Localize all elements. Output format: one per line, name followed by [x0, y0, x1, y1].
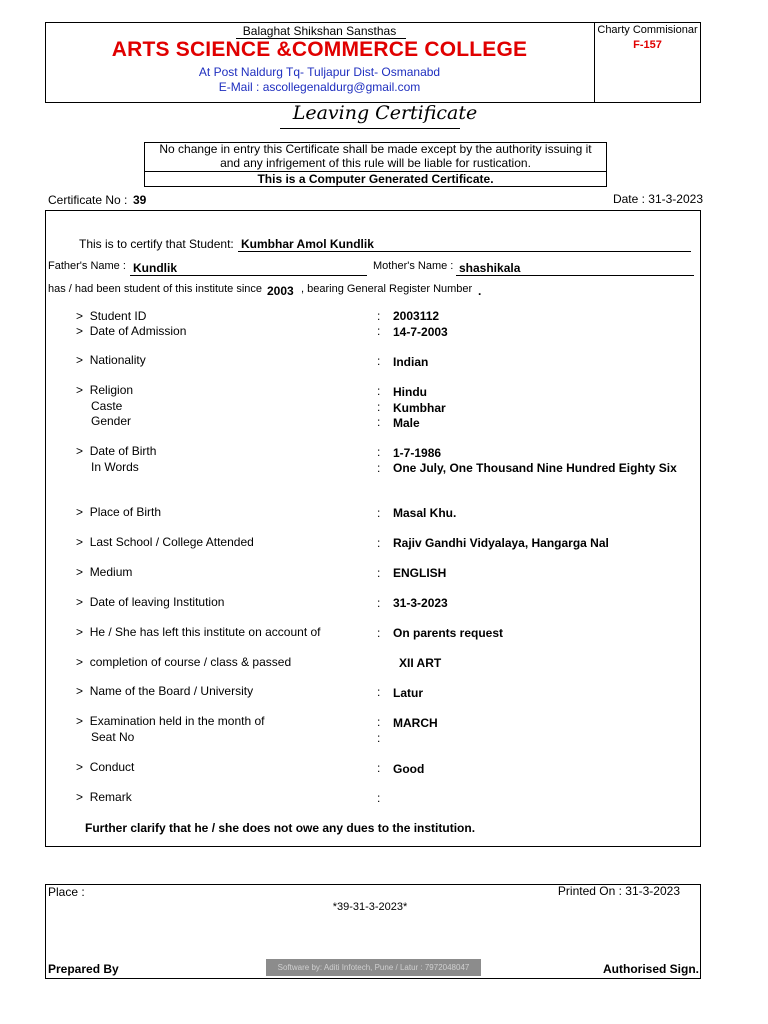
prepared-by: Prepared By — [48, 962, 119, 976]
dues-statement: Further clarify that he / she does not owe any dues to the institution. — [85, 821, 476, 835]
mother-name: shashikala — [459, 261, 521, 275]
bullet-marker: > — [76, 790, 84, 804]
row-value: Masal Khu. — [393, 506, 457, 520]
row-label: Name of the Board / University — [89, 684, 254, 698]
row-value: 1-7-1986 — [393, 446, 442, 460]
bullet-marker: > — [76, 535, 84, 549]
bullet-marker: > — [76, 760, 84, 774]
college-name: ARTS SCIENCE &COMMERCE COLLEGE — [111, 38, 528, 61]
certificate-title: Leaving Certificate — [292, 102, 478, 124]
row-colon: : — [377, 685, 381, 699]
row-value: 14-7-2003 — [393, 325, 448, 339]
row-value: On parents request — [393, 626, 504, 640]
footer-place: Place : — [48, 885, 85, 899]
father-name: Kundlik — [133, 261, 177, 275]
row-value: Hindu — [393, 385, 427, 399]
charity-number: F-157 — [633, 39, 662, 51]
row-colon: : — [377, 596, 381, 610]
college-address: At Post Naldurg Tq- Tuljapur Dist- Osmanabd — [198, 65, 441, 79]
since-prefix: has / had been student of this institute since — [48, 283, 263, 295]
father-label: Father's Name : — [48, 260, 126, 272]
row-value: XII ART — [399, 656, 442, 670]
row-label: Conduct — [89, 760, 135, 774]
notice-line-2: and any infrigement of this rule will be liable for rustication. — [220, 156, 531, 170]
since-suffix: , bearing General Register Number — [301, 283, 473, 295]
row-colon: : — [377, 791, 381, 805]
row-value: Good — [393, 762, 425, 776]
row-value: 31-3-2023 — [393, 596, 448, 610]
footer-code: *39-31-3-2023* — [332, 901, 408, 913]
row-label: He / She has left this institute on account of — [89, 625, 321, 639]
bullet-marker: > — [76, 324, 84, 338]
row-colon: : — [377, 506, 381, 520]
bullet-marker: > — [76, 714, 84, 728]
main-body-box — [45, 210, 701, 847]
row-value: Latur — [393, 686, 423, 700]
footer-printed-on: Printed On : 31-3-2023 — [557, 884, 680, 898]
bullet-marker: > — [76, 505, 84, 519]
computer-generated-note: This is a Computer Generated Certificate. — [257, 172, 494, 186]
authorised-sign: Authorised Sign. — [603, 962, 699, 976]
since-year: 2003 — [267, 284, 294, 298]
row-colon: : — [377, 536, 381, 550]
gr-number: . — [478, 284, 482, 298]
row-colon: : — [377, 324, 381, 338]
bullet-marker: > — [76, 353, 84, 367]
row-value: Indian — [393, 355, 429, 369]
student-intro: This is to certify that Student: — [79, 237, 234, 251]
row-colon: : — [377, 384, 381, 398]
row-value: ENGLISH — [393, 566, 447, 580]
bullet-marker: > — [76, 383, 84, 397]
row-colon: : — [377, 400, 381, 414]
row-colon: : — [377, 566, 381, 580]
student-name-line — [238, 251, 691, 252]
row-colon: : — [377, 626, 381, 640]
charity-label: Charty Commisionar — [597, 24, 698, 36]
row-value: MARCH — [393, 716, 438, 730]
row-label: Medium — [89, 565, 133, 579]
row-label: completion of course / class & passed — [89, 655, 292, 669]
bullet-marker: > — [76, 595, 84, 609]
bullet-marker: > — [76, 565, 84, 579]
bullet-marker: > — [76, 625, 84, 639]
mother-name-line — [456, 275, 694, 276]
row-colon: : — [377, 461, 381, 475]
mother-label: Mother's Name : — [373, 260, 454, 272]
row-label: Nationality — [89, 353, 146, 367]
row-colon: : — [377, 731, 381, 745]
bullet-marker: > — [76, 309, 84, 323]
society-name: Balaghat Shikshan Sansthas — [242, 24, 397, 38]
father-name-line — [130, 275, 367, 276]
row-colon: : — [377, 715, 381, 729]
row-value: Rajiv Gandhi Vidyalaya, Hangarga Nal — [393, 536, 609, 550]
row-colon: : — [377, 354, 381, 368]
row-label: Place of Birth — [89, 505, 162, 519]
certificate-date: Date : 31-3-2023 — [612, 192, 703, 206]
bullet-marker: > — [76, 655, 84, 669]
certificate-no-label: Certificate No : — [48, 193, 128, 207]
row-label: Date of Birth — [89, 444, 157, 458]
notice-line-1: No change in entry this Certificate shall be made except by the authority issuing it — [159, 142, 592, 156]
title-underline — [280, 128, 460, 129]
row-value: 2003112 — [393, 309, 440, 323]
bullet-marker: > — [76, 444, 84, 458]
row-label: Date of leaving Institution — [89, 595, 225, 609]
row-value: Kumbhar — [393, 401, 446, 415]
row-label: Religion — [89, 383, 134, 397]
row-colon: : — [377, 309, 381, 323]
row-label: Examination held in the month of — [89, 714, 265, 728]
certificate-no-value: 39 — [133, 193, 147, 207]
college-email: E-Mail : ascollegenaldurg@gmail.com — [218, 80, 421, 94]
row-colon: : — [377, 415, 381, 429]
row-value: Male — [393, 416, 420, 430]
row-colon: : — [377, 445, 381, 459]
bullet-marker: > — [76, 684, 84, 698]
row-label: Remark — [89, 790, 132, 804]
row-colon: : — [377, 761, 381, 775]
row-label: Date of Admission — [89, 324, 187, 338]
student-name: Kumbhar Amol Kundlik — [241, 237, 374, 251]
row-label: Last School / College Attended — [89, 535, 254, 549]
row-value: One July, One Thousand Nine Hundred Eighty Six — [393, 461, 677, 475]
software-credit: Software by: Aditi Infotech, Pune / Latur : 7972048047 — [266, 959, 481, 976]
row-label: Student ID — [89, 309, 147, 323]
